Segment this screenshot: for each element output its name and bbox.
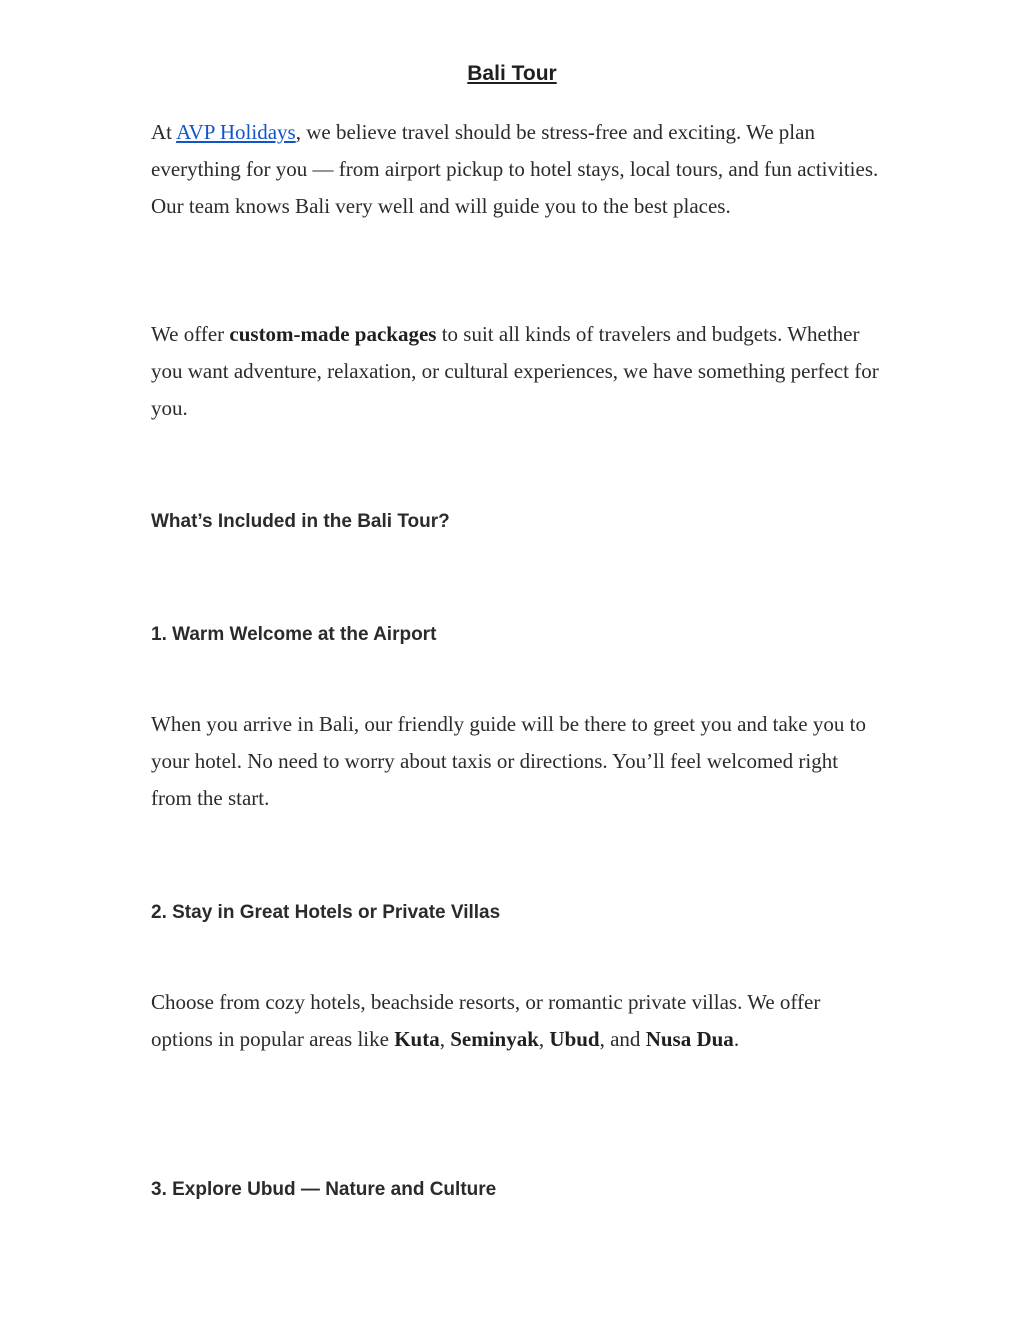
document-title [0, 60, 1024, 88]
offer-bold: custom-made packages [229, 322, 437, 346]
separator: , [538, 1027, 550, 1051]
sentence-end: . [733, 1027, 740, 1051]
included-heading: What’s Included in the Bali Tour? [151, 511, 450, 532]
place-ubud: Ubud [549, 1027, 600, 1051]
intro-paragraph [151, 114, 881, 225]
avp-holidays-link[interactable]: AVP Holidays [176, 120, 296, 144]
offer-prefix: We offer [151, 322, 230, 346]
place-kuta: Kuta [394, 1027, 440, 1051]
document-title-link[interactable]: Bali Tour [467, 62, 557, 85]
place-nusa-dua: Nusa Dua [645, 1027, 734, 1051]
section2-prefix: Choose from cozy hotels, beachside resorts, or romantic private villas. We offer options in popular areas like [151, 990, 821, 1051]
section2-heading: 2. Stay in Great Hotels or Private Villas [151, 902, 501, 923]
intro-suffix: , we believe travel should be stress-free and exciting. We plan everything for you — from airport pickup to hotel stays, local tours, and fun activities. Our team knows Bali very well and will guide you to the best places. [151, 120, 879, 218]
separator: , [439, 1027, 451, 1051]
offer-paragraph [151, 316, 881, 427]
place-seminyak: Seminyak [450, 1027, 539, 1051]
offer-suffix: to suit all kinds of travelers and budgets. Whether you want adventure, relaxation, or cultural experiences, we have something perfect for you. [151, 322, 879, 420]
separator: , and [599, 1027, 646, 1051]
section3-heading: 3. Explore Ubud — Nature and Culture [151, 1179, 497, 1200]
section1-heading: 1. Warm Welcome at the Airport [151, 624, 437, 645]
section1-paragraph: When you arrive in Bali, our friendly guide will be there to greet you and take you to your hotel. No need to worry about taxis or directions. You’ll feel welcomed right from the start. [151, 712, 866, 810]
intro-prefix: At [151, 120, 177, 144]
section2-paragraph [151, 984, 881, 1058]
